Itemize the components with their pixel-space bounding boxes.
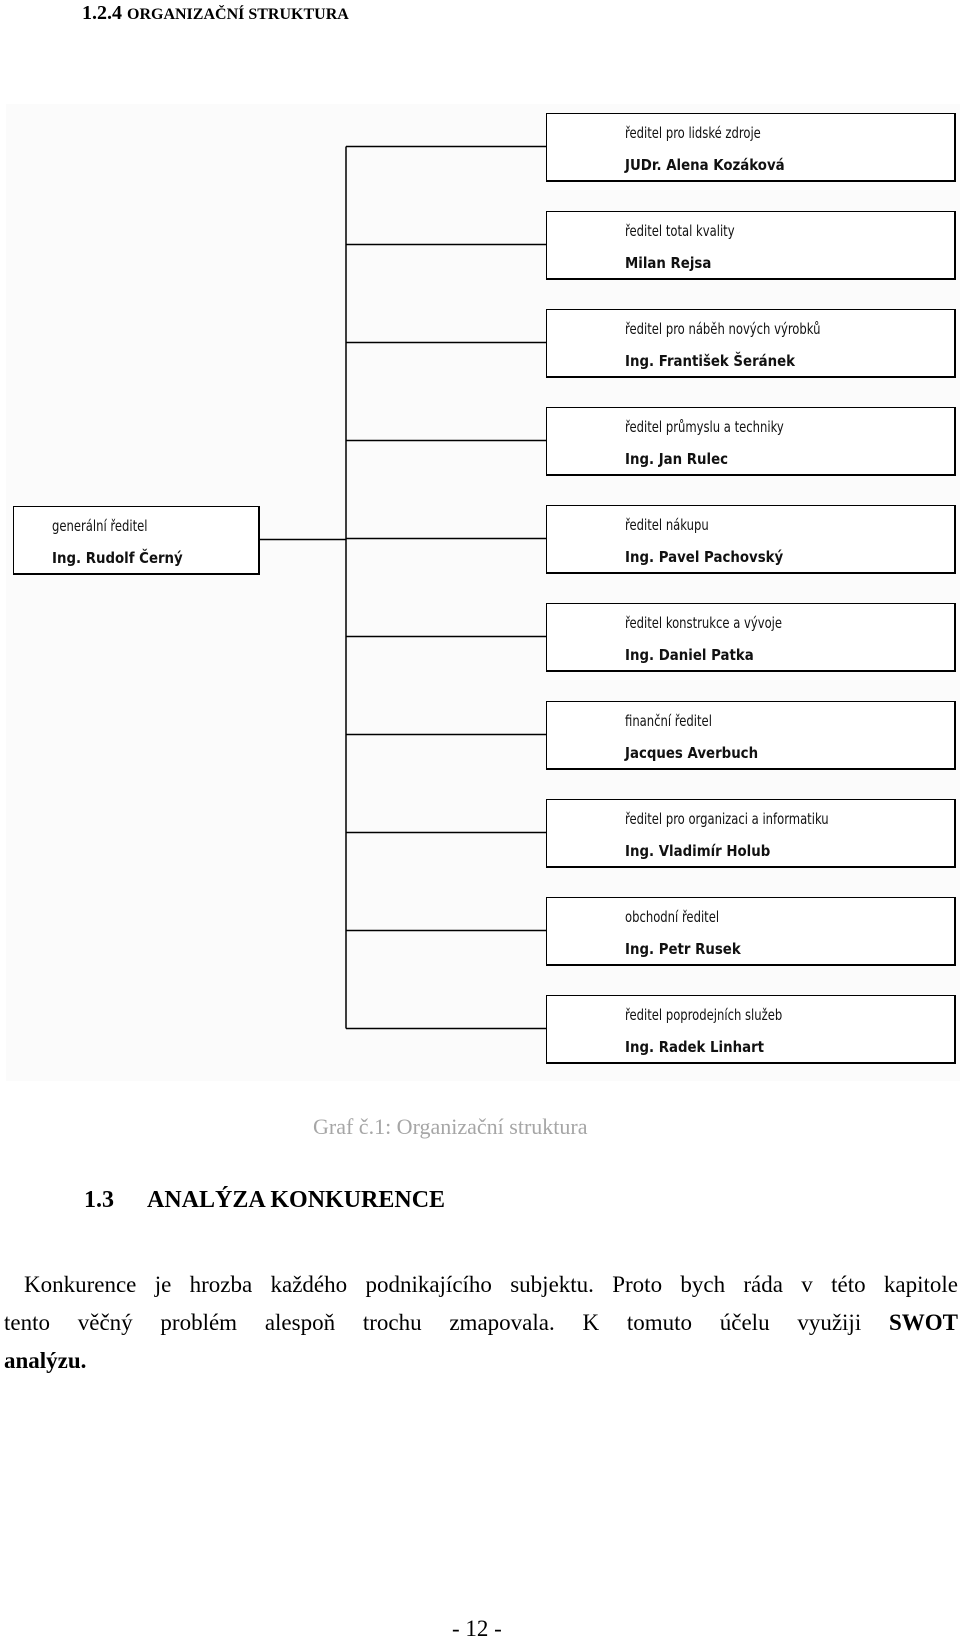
org-person-name: Ing. Rudolf Černý <box>52 549 183 567</box>
org-box-child <box>546 113 956 182</box>
org-role: obchodní ředitel <box>625 908 720 926</box>
paragraph-line: analýzu. <box>4 1348 87 1373</box>
org-person-name: Ing. František Šeránek <box>625 352 796 370</box>
org-box-root <box>13 506 260 575</box>
org-person-name: Ing. Vladimír Holub <box>625 842 771 860</box>
org-person-name: Ing. Daniel Patka <box>625 646 754 664</box>
org-role: ředitel poprodejních služeb <box>625 1006 783 1024</box>
org-box-child <box>546 701 956 770</box>
org-box-child <box>546 799 956 868</box>
paragraph-text: tento věčný problém alespoň trochu zmapovala. K tomuto účelu využiji <box>4 1310 889 1335</box>
org-person-name: Ing. Radek Linhart <box>625 1038 765 1056</box>
org-box-child <box>546 211 956 280</box>
section-title: ORGANIZAČNÍ STRUKTURA <box>127 6 349 23</box>
org-person-name: Ing. Pavel Pachovský <box>625 548 784 566</box>
org-role: ředitel průmyslu a techniky <box>625 418 784 436</box>
org-person-name: Jacques Averbuch <box>625 744 759 762</box>
org-role: ředitel pro lidské zdroje <box>625 124 761 142</box>
org-box-child <box>546 505 956 574</box>
org-box-child <box>546 407 956 476</box>
org-role: finanční ředitel <box>625 712 712 730</box>
org-role: ředitel konstrukce a vývoje <box>625 614 783 632</box>
org-box-child <box>546 603 956 672</box>
org-person-name: JUDr. Alena Kozáková <box>625 156 785 174</box>
section-heading <box>82 2 349 25</box>
page-number: - 12 - <box>452 1616 502 1641</box>
org-person-name: Ing. Jan Rulec <box>625 450 729 468</box>
figure-caption: Graf č.1: Organizační struktura <box>313 1114 588 1139</box>
org-role: ředitel total kvality <box>625 222 735 240</box>
org-role: ředitel nákupu <box>625 516 709 534</box>
org-box-child <box>546 309 956 378</box>
section-number: 1.2.4 <box>82 2 122 24</box>
org-role: generální ředitel <box>52 517 148 535</box>
org-box-child <box>546 897 956 966</box>
org-box-child <box>546 995 956 1064</box>
org-role: ředitel pro organizaci a informatiku <box>625 810 829 828</box>
subsection-title: ANALÝZA KONKURENCE <box>147 1187 446 1213</box>
swot-term: SWOT <box>888 1310 958 1335</box>
paragraph-line: Konkurence je hrozba každého podnikajícího subjektu. Proto bych ráda v této kapitole <box>24 1272 958 1297</box>
subsection-heading <box>84 1187 445 1214</box>
org-person-name: Milan Rejsa <box>625 254 712 272</box>
org-role: ředitel pro náběh nových výrobků <box>625 320 821 338</box>
paragraph-line <box>4 1304 958 1342</box>
subsection-number: 1.3 <box>84 1187 114 1213</box>
org-person-name: Ing. Petr Rusek <box>625 940 741 958</box>
